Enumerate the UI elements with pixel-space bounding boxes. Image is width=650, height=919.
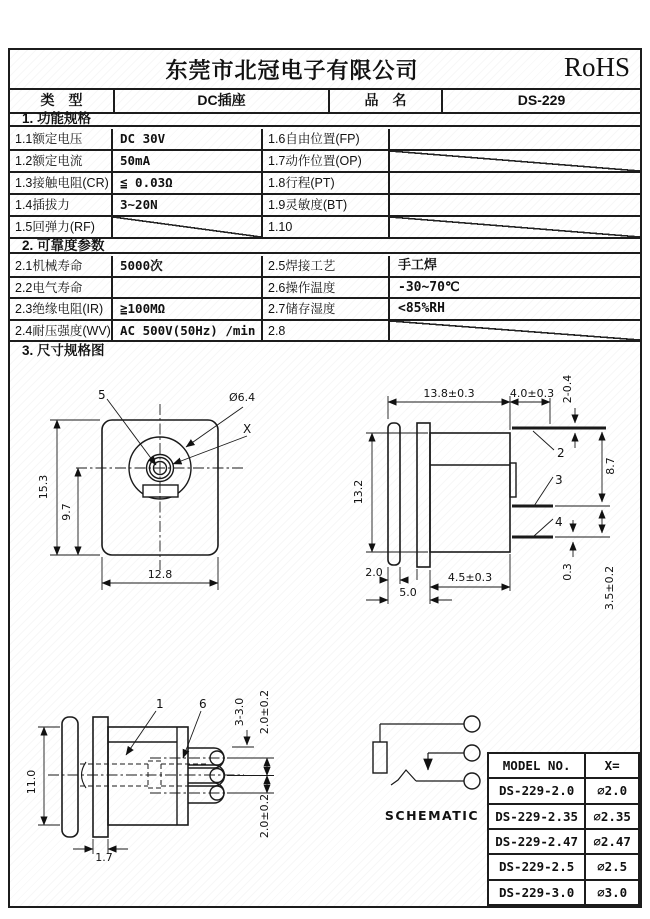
spec-label: 2.5焊接工艺 [263,256,390,276]
front-width-dim: 12.8 [147,568,173,581]
spec-value [390,129,640,149]
header-row [10,50,640,90]
spec-label: 2.2电气寿命 [10,278,113,298]
model-x: ∅2.35 [585,804,639,829]
company-name: 东莞市北冠电子有限公司 [165,58,419,83]
side-pin4-thickness-dim: 0.3 [561,563,574,581]
model-no: DS-229-2.35 [488,804,585,829]
model-x: ∅2.5 [585,854,639,879]
side-pitch-b-dim: 3.5±0.2 [603,565,616,611]
spec-value-na [390,321,640,341]
spec-label: 2.6操作温度 [263,278,390,298]
schematic [373,716,480,823]
top-view [25,690,274,864]
side-pitch-a-dim: 8.7 [604,457,617,475]
model-row [488,778,639,803]
top-pitch-bottom-dim: 2.0±0.2 [258,793,271,839]
rohs-mark: RoHS [563,52,630,82]
spec-row [10,299,640,321]
spec-label: 1.9灵敏度(BT) [263,195,390,215]
side-body-length-dim: 4.5±0.3 [447,571,493,584]
x-header: X= [585,753,639,778]
model-no: DS-229-2.0 [488,778,585,803]
page-frame [8,48,642,908]
spec-value [113,278,263,298]
model-x: ∅3.0 [585,880,639,905]
top-pitch-top-dim: 2.0±0.2 [258,689,271,735]
top-pin-width-dim: 3-3.0 [233,697,246,727]
spec-value-na [113,217,263,237]
side-flange-thickness-dim: 2.0 [365,566,383,579]
front-x-label: X [243,422,252,436]
side-span-dim: 5.0 [399,586,417,599]
model-row [488,854,639,879]
front-diameter-dim: Ø6.4 [229,391,256,404]
section1-table [10,129,640,239]
spec-label: 1.2额定电流 [10,151,113,171]
spec-label: 1.7动作位置(OP) [263,151,390,171]
front-view [37,388,255,590]
model-no: DS-229-3.0 [488,880,585,905]
spec-value: ≧100MΩ [113,299,263,319]
spec-row [10,129,640,151]
top-height-dim: 11.0 [25,769,38,795]
model-row [488,829,639,854]
spec-label: 2.8 [263,321,390,341]
spec-label: 1.4插拔力 [10,195,113,215]
spec-label: 2.4耐压强度(WV) [10,321,113,341]
front-part5-label: 5 [98,388,106,402]
top-part6-label: 6 [199,697,207,711]
model-row [488,880,639,905]
top-part1-label: 1 [156,697,164,711]
spec-label: 1.3接触电阻(CR) [10,173,113,193]
spec-value: 50mA [113,151,263,171]
side-part4-label: 4 [555,515,563,529]
front-height-dim: 15.3 [37,474,50,500]
model-table-header-row [488,753,639,778]
spec-value [390,195,640,215]
product-name-value: DS-229 [517,92,566,108]
model-x: ∅2.47 [585,829,639,854]
spec-label: 2.3绝缘电阻(IR) [10,299,113,319]
model-no-header: MODEL NO. [488,753,585,778]
spec-value: -30~70℃ [398,279,460,295]
side-part3-label: 3 [555,473,563,487]
side-part2-label: 2 [557,446,565,460]
spec-row [10,195,640,217]
section2-table [10,256,640,342]
spec-value: 手工焊 [398,258,438,273]
spec-row [10,321,640,343]
spec-value: DC 30V [113,129,263,149]
side-pin-thickness-dim: 2-0.4 [561,374,574,404]
spec-value-na [390,217,640,237]
spec-value: AC 500V(50Hz) /min [113,321,263,341]
model-table [487,752,640,906]
spec-label: 2.1机械寿命 [10,256,113,276]
schematic-label: SCHEMATIC [384,808,480,823]
spec-label: 1.1额定电压 [10,129,113,149]
side-width-dim: 13.8±0.3 [423,387,475,400]
spec-label: 1.10 [263,217,390,237]
spec-value: 5000次 [113,256,263,276]
spec-label: 2.7储存湿度 [263,299,390,319]
meta-row [10,90,640,114]
type-value: DC插座 [115,90,330,112]
model-row [488,804,639,829]
spec-row [10,217,640,239]
spec-label: 1.5回弹力(RF) [10,217,113,237]
spec-value: 3~20N [113,195,263,215]
model-no: DS-229-2.47 [488,829,585,854]
spec-row [10,256,640,278]
spec-value: <85%RH [398,301,445,316]
front-center-height-dim: 9.7 [60,503,73,521]
spec-label: 1.8行程(PT) [263,173,390,193]
spec-row [10,278,640,300]
spec-label: 1.6自由位置(FP) [263,129,390,149]
section3-title: 3. 尺寸规格图 [22,343,105,358]
side-height-dim: 13.2 [352,479,365,505]
section2-title: 2. 可靠度参数 [10,239,640,254]
top-washer-thickness-dim: 1.7 [95,851,113,864]
side-pin-length-dim: 4.0±0.3 [509,387,555,400]
model-no: DS-229-2.5 [488,854,585,879]
product-name-label: 品 名 [330,90,443,112]
section1-title: 1. 功能规格 [10,112,640,127]
model-x: ∅2.0 [585,778,639,803]
spec-row [10,173,640,195]
spec-value: ≦ 0.03Ω [113,173,263,193]
spec-row [10,151,640,173]
spec-value-na [390,151,640,171]
side-view [352,375,617,610]
spec-value [390,173,640,193]
type-label: 类 型 [10,90,115,112]
